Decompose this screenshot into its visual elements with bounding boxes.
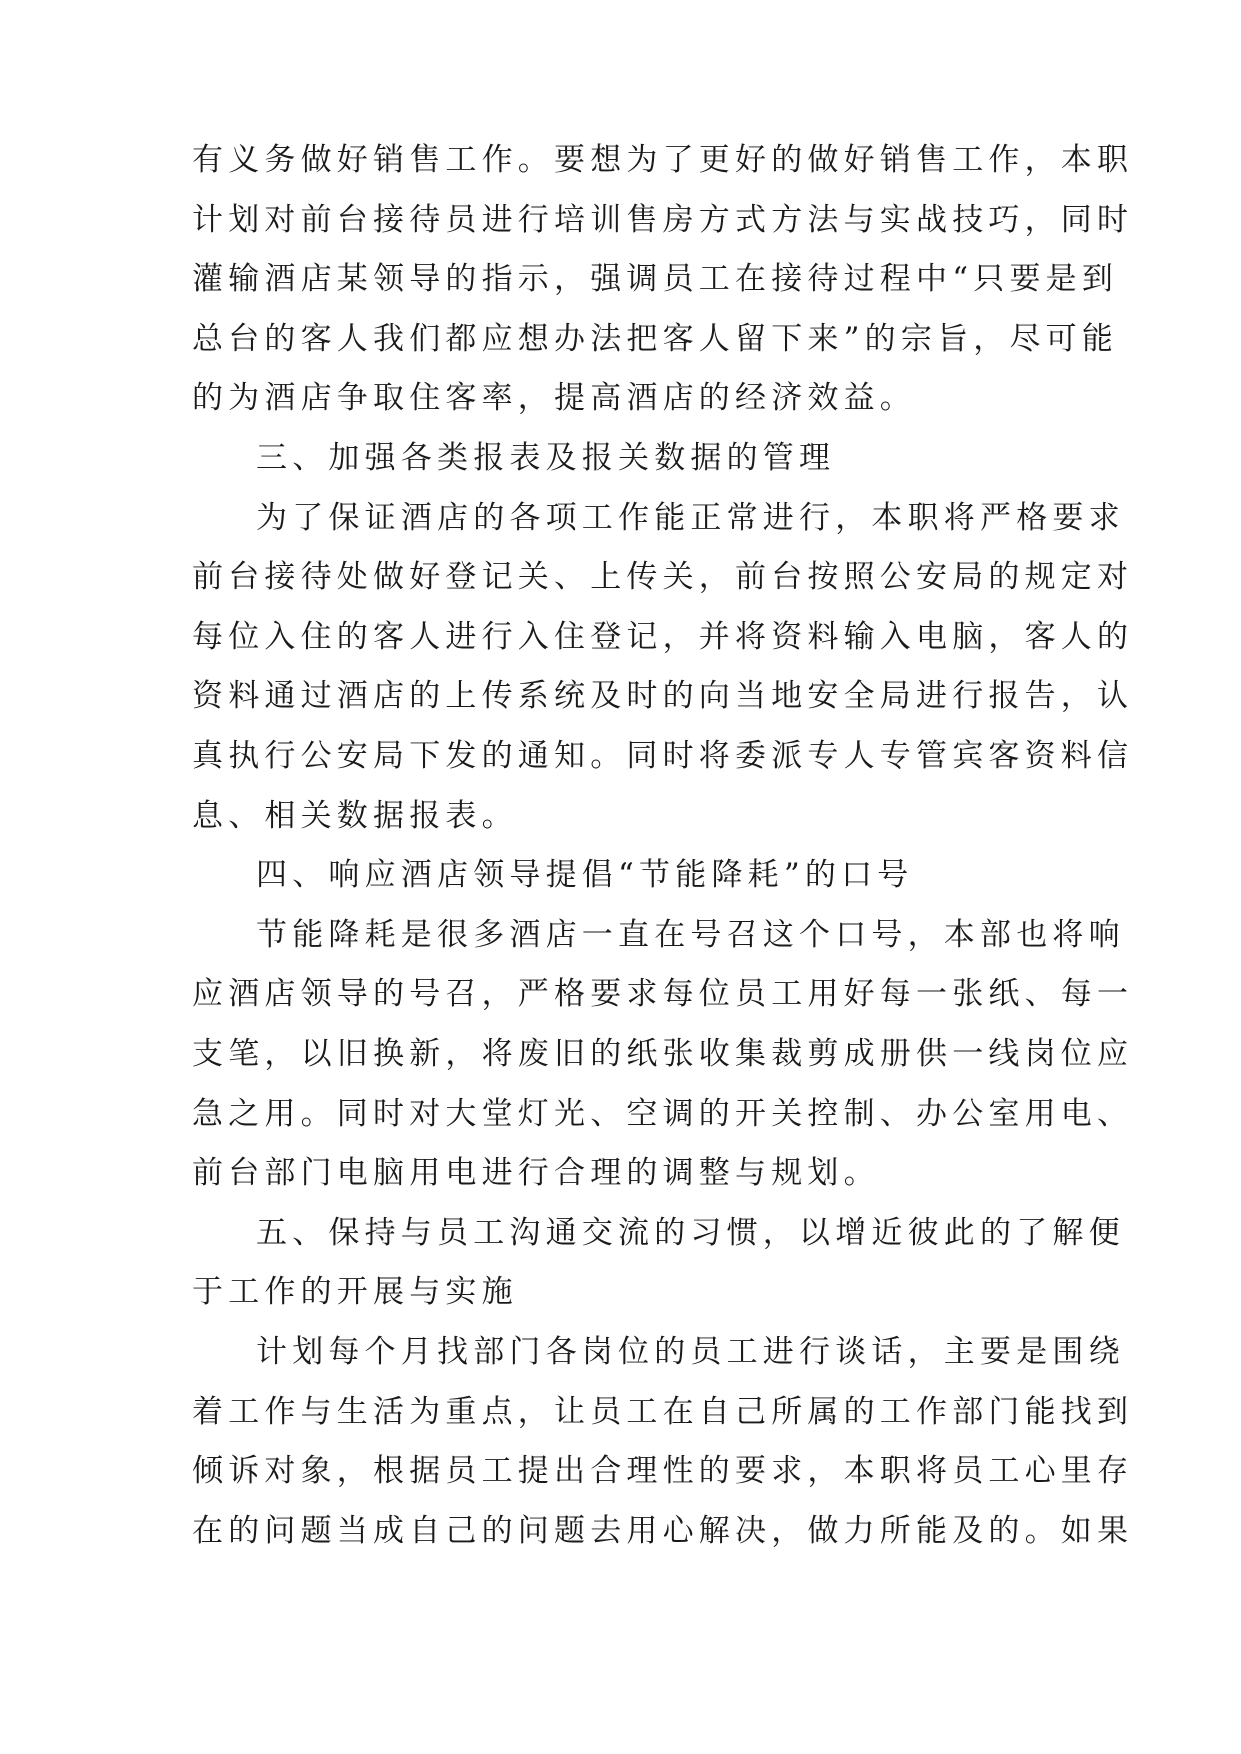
text-line: 息、相关数据报表。	[192, 798, 518, 834]
text-line: 为了保证酒店的各项工作能正常进行，本职将严格要求	[256, 500, 1125, 536]
text-line: 每位入住的客人进行入住登记，并将资料输入电脑，客人的	[192, 619, 1134, 655]
text-line: 应酒店领导的号召，严格要求每位员工用好每一张纸、每一	[192, 976, 1134, 1012]
text-line: 计划对前台接待员进行培训售房方式方法与实战技巧，同时	[192, 202, 1134, 238]
text-line: 有义务做好销售工作。要想为了更好的做好销售工作，本职	[192, 142, 1134, 178]
section-heading: 五、保持与员工沟通交流的习惯，以增近彼此的了解便	[256, 1215, 1125, 1251]
text-line: 总台的客人我们都应想办法把客人留下来”的宗旨，尽可能	[192, 321, 1119, 357]
text-line: 真执行公安局下发的通知。同时将委派专人专管宾客资料信	[192, 738, 1134, 774]
text-line: 灌输酒店某领导的指示，强调员工在接待过程中“只要是到	[192, 261, 1119, 297]
text-line: 前台接待处做好登记关、上传关，前台按照公安局的规定对	[192, 559, 1134, 595]
text-line: 急之用。同时对大堂灯光、空调的开关控制、办公室用电、	[192, 1096, 1134, 1132]
text-line: 的为酒店争取住客率，提高酒店的经济效益。	[192, 380, 916, 416]
text-line: 资料通过酒店的上传系统及时的向当地安全局进行报告，认	[192, 678, 1134, 714]
text-line: 着工作与生活为重点，让员工在自己所属的工作部门能找到	[192, 1394, 1134, 1430]
section-heading: 三、加强各类报表及报关数据的管理	[256, 440, 836, 476]
text-line: 在的问题当成自己的问题去用心解决，做力所能及的。如果	[192, 1513, 1134, 1549]
text-line: 前台部门电脑用电进行合理的调整与规划。	[192, 1155, 880, 1191]
text-line: 支笔，以旧换新，将废旧的纸张收集裁剪成册供一线岗位应	[192, 1036, 1134, 1072]
section-heading: 四、响应酒店领导提倡“节能降耗”的口号	[256, 857, 914, 893]
text-line: 于工作的开展与实施	[192, 1274, 518, 1310]
text-line: 计划每个月找部门各岗位的员工进行谈话，主要是围绕	[256, 1334, 1125, 1370]
text-line: 节能降耗是很多酒店一直在号召这个口号，本部也将响	[256, 917, 1125, 953]
text-line: 倾诉对象，根据员工提出合理性的要求，本职将员工心里存	[192, 1453, 1134, 1489]
